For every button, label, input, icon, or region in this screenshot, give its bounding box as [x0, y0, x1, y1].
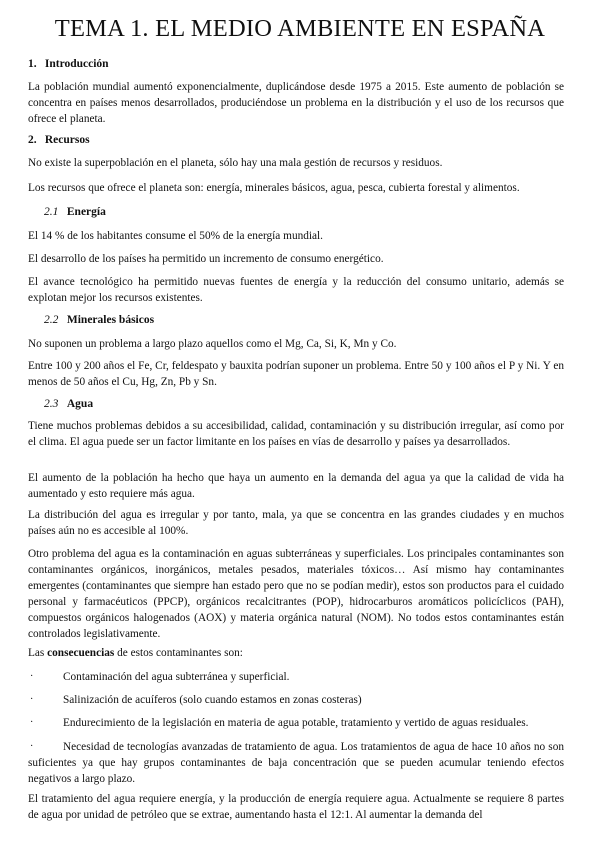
subsection-heading-agua: [44, 396, 93, 412]
section-label: Introducción: [44, 58, 109, 70]
bullet-icon: ·: [30, 741, 34, 752]
section-heading-introduccion: [28, 56, 109, 72]
page-title: TEMA 1. EL MEDIO AMBIENTE EN ESPAÑA: [54, 15, 546, 42]
list-item: [28, 739, 564, 787]
consecuencias-pre: Las: [28, 647, 48, 659]
paragraph-agua-1: Tiene muchos problemas debidos a su accesibilidad, calidad, contaminación y su distribución irregular, así como por el clima. El agua puede ser un factor limitante en los países en vías de desarrollo y países ya desarrollados.: [28, 420, 564, 448]
paragraph-energia-1: El 14 % de los habitantes consume el 50% de la energía mundial.: [28, 230, 323, 242]
section-heading-recursos: [28, 132, 90, 148]
paragraph-agua-4: Otro problema del agua es la contaminación en aguas subterráneas y superficiales. Los principales contaminantes son contaminantes orgánicos, inorgánicos, metales pesados, materiales tóxicos… Así mismo hay contaminantes emergentes (contaminantes que siempre han estado pero que no se podían medir), estos son productos para el cuidado personal y farmacéuticos (PPCP), orgánicos recalcitrantes (POP), hidrocarburos aromáticos policíclicos (PAH), compuestos orgánicos halogenados (AOX) y materia orgánica natural (NOM). No todos estos contaminantes están controlados legislativamente.: [28, 548, 564, 640]
paragraph-consecuencias: [28, 645, 564, 661]
paragraph-minerales-1: No suponen un problema a largo plazo aquellos como el Mg, Ca, Si, K, Mn y Co.: [28, 338, 397, 350]
paragraph-agua-2: El aumento de la población ha hecho que haya un aumento en la demanda del agua ya que la calidad de vida ha aumentado y esto requiere más agua.: [28, 472, 564, 500]
paragraph-introduccion: La población mundial aumentó exponencialmente, duplicándose desde 1975 a 2015. Este aumento de población se concentra en países menos desarrollados, produciéndose un problema en la distribución y el uso de los recursos que ofrece el planeta.: [28, 81, 564, 125]
subsection-heading-energia: [44, 204, 106, 220]
subsection-number: 2.2: [44, 314, 59, 326]
paragraph-minerales-2: Entre 100 y 200 años el Fe, Cr, feldespato y bauxita podrían suponer un problema. Entre 50 y 100 años el P y Ni. Y en menos de 50 años el Cu, Hg, Zn, Pb y Sn.: [28, 360, 564, 388]
list-item-text: Necesidad de tecnologías avanzadas de tratamiento de agua. Los tratamientos de agua de hace 10 años no son suficientes ya que hay grupos contaminantes de baja concentración que se pueden acumular teniendo efectos negativos a largo plazo.: [28, 741, 564, 785]
paragraph-energia-3: El avance tecnológico ha permitido nuevas fuentes de energía y la reducción del consumo unitario, además se explotan mejor los recursos existentes.: [28, 276, 564, 304]
paragraph-agua-5: El tratamiento del agua requiere energía, y la producción de energía requiere agua. Actualmente se requiere 8 partes de agua por unidad de petróleo que se extrae, aumentando hasta el 12:1. Al aumentar la demanda del: [28, 793, 564, 821]
paragraph-energia-2: El desarrollo de los países ha permitido un incremento de consumo energético.: [28, 253, 384, 265]
bullet-icon: ·: [30, 717, 34, 728]
section-label: Recursos: [44, 134, 90, 146]
subsection-label: Energía: [66, 206, 106, 218]
subsection-number: 2.1: [44, 206, 59, 218]
paragraph-agua-3: La distribución del agua es irregular y por tanto, mala, ya que se concentra en las grandes ciudades y en muchos países aún no es accesible al 100%.: [28, 509, 564, 537]
subsection-label: Minerales básicos: [66, 314, 155, 326]
consecuencias-post: de estos contaminantes son:: [114, 647, 243, 659]
bullet-icon: ·: [30, 694, 34, 705]
section-number: 2.: [28, 134, 37, 146]
bullet-icon: ·: [30, 671, 34, 682]
paragraph-recursos-2: Los recursos que ofrece el planeta son: energía, minerales básicos, agua, pesca, cubierta forestal y alimentos.: [28, 182, 520, 194]
list-item-text: Salinización de acuíferos (solo cuando estamos en zonas costeras): [63, 694, 362, 706]
paragraph-recursos-1: No existe la superpoblación en el planeta, sólo hay una mala gestión de recursos y residuos.: [28, 157, 443, 169]
list-item-text: Contaminación del agua subterránea y superficial.: [63, 671, 290, 683]
subsection-heading-minerales: [44, 312, 154, 328]
section-number: 1.: [28, 58, 37, 70]
subsection-label: Agua: [66, 398, 94, 410]
consecuencias-bold: consecuencias: [47, 647, 115, 659]
list-item-text: Endurecimiento de la legislación en materia de agua potable, tratamiento y vertido de aguas residuales.: [63, 717, 529, 729]
subsection-number: 2.3: [44, 398, 59, 410]
